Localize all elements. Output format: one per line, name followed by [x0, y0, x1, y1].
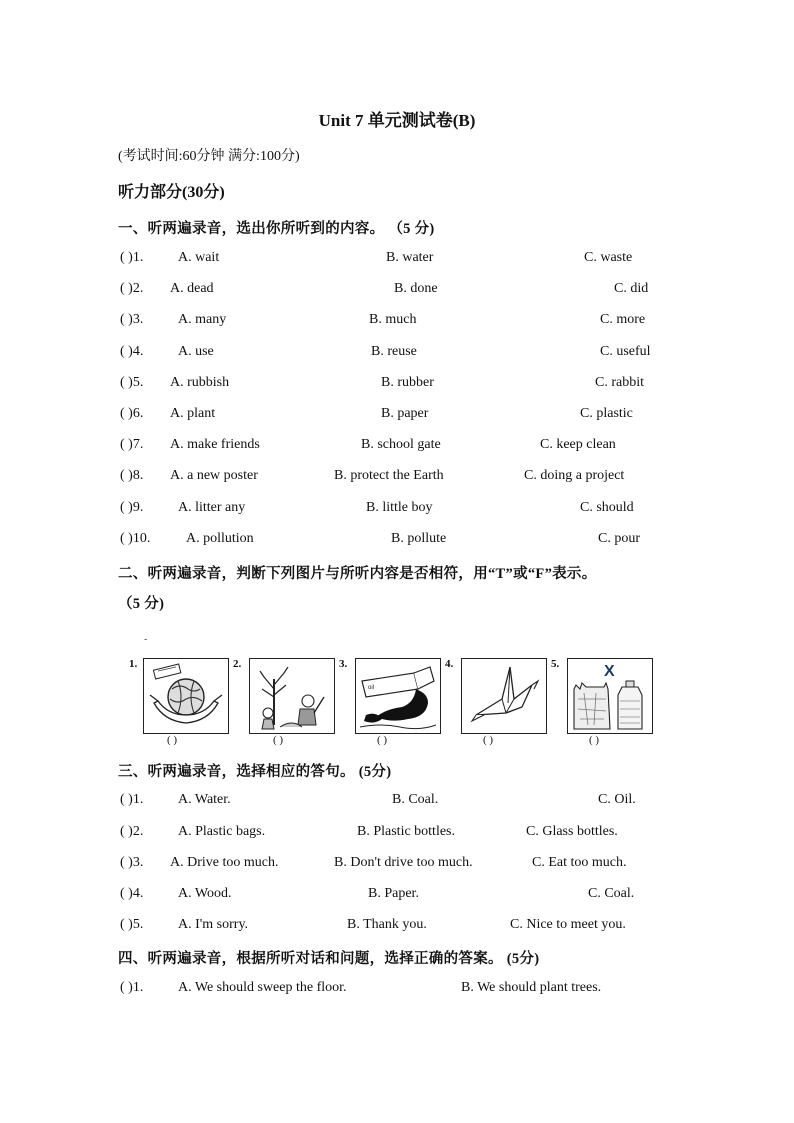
question-row [118, 437, 678, 457]
option-a[interactable]: A. make friends [170, 437, 260, 452]
answer-blank[interactable]: ( ) [377, 734, 388, 746]
option-c[interactable]: C. waste [584, 250, 633, 265]
picture-number: 1. [129, 658, 138, 670]
answer-blank[interactable]: ( ) [167, 734, 178, 746]
option-a[interactable]: A. wait [178, 250, 220, 265]
option-b[interactable]: B. protect the Earth [334, 468, 444, 483]
option-b[interactable]: B. water [386, 250, 434, 265]
option-c[interactable]: C. doing a project [524, 468, 625, 483]
question-row [118, 917, 678, 937]
option-b[interactable]: B. Plastic bottles. [357, 824, 455, 839]
option-a[interactable]: A. many [178, 312, 227, 327]
question-row [118, 312, 678, 332]
option-a[interactable]: A. use [178, 344, 214, 359]
option-a[interactable]: A. rubbish [170, 375, 230, 390]
option-c[interactable]: C. useful [600, 344, 651, 359]
option-c[interactable]: C. Glass bottles. [526, 824, 618, 839]
answer-blank[interactable]: ( ) [273, 734, 284, 746]
option-a[interactable]: A. Drive too much. [170, 855, 279, 870]
option-a[interactable]: A. We should sweep the floor. [178, 980, 347, 995]
answer-blank[interactable]: ( )4. [120, 344, 144, 359]
option-c[interactable]: C. Nice to meet you. [510, 917, 626, 932]
answer-blank[interactable]: ( )3. [120, 855, 144, 870]
option-c[interactable]: C. pour [598, 531, 640, 546]
answer-blank[interactable]: ( )5. [120, 917, 144, 932]
answer-blank[interactable]: ( ) [589, 734, 600, 746]
paper-crane-icon [461, 658, 547, 734]
option-c[interactable]: C. more [600, 312, 646, 327]
option-b[interactable]: B. Thank you. [347, 917, 427, 932]
answer-blank[interactable]: ( )10. [120, 531, 151, 546]
question-row [118, 500, 678, 520]
question-row [118, 531, 678, 551]
question-row [118, 281, 678, 301]
picture-number: 5. [551, 658, 560, 670]
option-b[interactable]: B. We should plant trees. [461, 980, 602, 995]
exam-meta: (考试时间:60分钟 满分:100分) [118, 149, 300, 164]
picture-number: 4. [445, 658, 454, 670]
section-1-heading: 一、听两遍录音，选出你所听到的内容。 （5 分) [118, 221, 435, 237]
answer-blank[interactable]: ( )3. [120, 312, 144, 327]
picture-strip [125, 652, 665, 748]
option-b[interactable]: B. reuse [371, 344, 417, 359]
answer-blank[interactable]: ( )6. [120, 406, 144, 421]
option-c[interactable]: C. rabbit [595, 375, 644, 390]
answer-blank[interactable]: ( )8. [120, 468, 144, 483]
section-3-heading: 三、听两遍录音，选择相应的答句。 (5分) [118, 764, 392, 780]
option-a[interactable]: A. I'm sorry. [178, 917, 249, 932]
question-row [118, 468, 678, 488]
option-a[interactable]: A. Water. [178, 792, 231, 807]
option-a[interactable]: A. Wood. [178, 886, 232, 901]
option-b[interactable]: B. done [394, 281, 438, 296]
cross-mark: X [604, 663, 615, 680]
answer-blank[interactable]: ( )7. [120, 437, 144, 452]
option-b[interactable]: B. rubber [381, 375, 434, 390]
page-title: Unit 7 单元测试卷(B) [318, 111, 476, 130]
answer-blank[interactable]: ( )4. [120, 886, 144, 901]
option-b[interactable]: B. pollute [391, 531, 447, 546]
answer-blank[interactable]: ( )1. [120, 250, 144, 265]
option-a[interactable]: A. pollution [186, 531, 254, 546]
children-planting-tree-icon [249, 658, 335, 734]
option-b[interactable]: B. school gate [361, 437, 441, 452]
option-a[interactable]: A. Plastic bags. [178, 824, 266, 839]
oil-spill-icon [355, 658, 441, 734]
answer-blank[interactable]: ( )1. [120, 980, 144, 995]
question-row [118, 886, 678, 906]
hands-globe-icon [143, 658, 229, 734]
option-b[interactable]: B. Paper. [368, 886, 419, 901]
option-c[interactable]: C. plastic [580, 406, 633, 421]
answer-blank[interactable]: ( )5. [120, 375, 144, 390]
option-c[interactable]: C. should [580, 500, 634, 515]
option-b[interactable]: B. much [369, 312, 417, 327]
option-a[interactable]: A. litter any [178, 500, 246, 515]
answer-blank[interactable]: ( ) [483, 734, 494, 746]
answer-blank[interactable]: ( )1. [120, 792, 144, 807]
section-2-heading: 二、听两遍录音，判断下列图片与所听内容是否相符，用“T”或“F”表示。 [118, 566, 597, 582]
option-c[interactable]: C. Coal. [588, 886, 635, 901]
option-c[interactable]: C. did [614, 281, 649, 296]
question-row [118, 250, 678, 270]
part-title: 听力部分(30分) [118, 184, 225, 201]
question-row [118, 980, 678, 1000]
answer-blank[interactable]: ( )2. [120, 824, 144, 839]
question-row [118, 406, 678, 426]
no-plastic-icon [567, 658, 653, 734]
section-2-heading-score: （5 分) [118, 596, 165, 612]
option-c[interactable]: C. Eat too much. [532, 855, 627, 870]
option-b[interactable]: B. Coal. [392, 792, 439, 807]
option-c[interactable]: C. Oil. [598, 792, 636, 807]
question-row [118, 824, 678, 844]
question-row [118, 855, 678, 875]
option-a[interactable]: A. plant [170, 406, 216, 421]
picture-number: 3. [339, 658, 348, 670]
option-b[interactable]: B. paper [381, 406, 429, 421]
answer-blank[interactable]: ( )9. [120, 500, 144, 515]
picture-number: 2. [233, 658, 242, 670]
option-b[interactable]: B. little boy [366, 500, 433, 515]
option-b[interactable]: B. Don't drive too much. [334, 855, 473, 870]
answer-blank[interactable]: ( )2. [120, 281, 144, 296]
option-a[interactable]: A. a new poster [170, 468, 258, 483]
option-a[interactable]: A. dead [170, 281, 214, 296]
question-row [118, 375, 678, 395]
section-4-heading: 四、听两遍录音，根据所听对话和问题，选择正确的答案。 (5分) [118, 951, 540, 967]
stray-mark: - [144, 634, 148, 645]
question-row [118, 344, 678, 364]
option-c[interactable]: C. keep clean [540, 437, 616, 452]
question-row [118, 792, 678, 812]
svg-text:oil: oil [368, 685, 375, 691]
